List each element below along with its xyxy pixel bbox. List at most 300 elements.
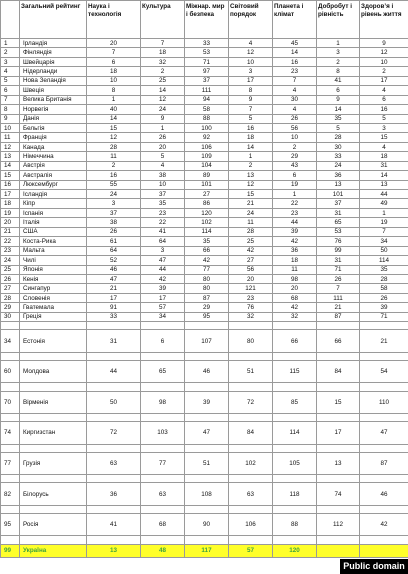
country-cell: Австрія [20,161,87,170]
rank-cell: 24 [1,256,20,265]
science-cell: 6 [87,57,141,66]
table-row [1,180,408,189]
science-cell: 91 [87,303,141,312]
spacer-cell [317,475,360,483]
rank-cell: 25 [1,265,20,274]
planet-cell: 26 [273,114,317,123]
science-cell: 72 [87,422,141,444]
world-order-cell: 14 [229,142,273,151]
planet-cell: 66 [273,330,317,352]
table-body [1,39,408,558]
rank-cell: 17 [1,190,20,199]
spacer-cell [1,475,20,483]
peace-cell: 88 [185,114,229,123]
prosperity-cell: 13 [317,452,360,474]
world-order-cell: 80 [229,330,273,352]
country-cell: Данія [20,114,87,123]
prosperity-cell: 21 [317,303,360,312]
health-cell: 14 [360,171,408,180]
header-planet: Планета і клімат [273,1,317,39]
rank-cell: 2 [1,48,20,57]
science-cell: 36 [87,483,141,505]
country-cell: Словенія [20,293,87,302]
planet-cell: 7 [273,76,317,85]
planet-cell: 118 [273,483,317,505]
planet-cell: 10 [273,133,317,142]
country-cell: Франція [20,133,87,142]
culture-cell: 47 [141,256,185,265]
health-cell: 5 [360,114,408,123]
world-order-cell: 42 [229,246,273,255]
country-cell: Австралія [20,171,87,180]
peace-cell: 87 [185,293,229,302]
world-order-cell: 2 [229,161,273,170]
country-cell: Україна [20,544,87,557]
health-cell: 44 [360,190,408,199]
culture-cell: 20 [141,142,185,151]
health-cell: 12 [360,48,408,57]
planet-cell: 29 [273,152,317,161]
country-cell: Росія [20,513,87,535]
world-order-cell: 3 [229,67,273,76]
table-row [1,48,408,57]
spacer-cell [87,475,141,483]
prosperity-cell: 17 [317,422,360,444]
planet-cell: 23 [273,67,317,76]
planet-cell: 105 [273,452,317,474]
world-order-cell: 10 [229,57,273,66]
planet-cell: 43 [273,161,317,170]
culture-cell: 98 [141,391,185,413]
spacer-cell [87,352,141,360]
rank-cell: 12 [1,142,20,151]
spacer-cell [317,505,360,513]
health-cell: 47 [360,422,408,444]
culture-cell: 24 [141,105,185,114]
table-row [1,422,408,444]
header-row [1,1,408,39]
planet-cell: 2 [273,142,317,151]
culture-cell: 3 [141,246,185,255]
peace-cell: 120 [185,208,229,217]
peace-cell: 89 [185,171,229,180]
world-order-cell: 27 [229,256,273,265]
table-row [1,312,408,321]
prosperity-cell: 1 [317,39,360,48]
country-cell: Молдова [20,361,87,383]
spacer-cell [229,413,273,421]
table-row [1,284,408,293]
rank-cell: 70 [1,391,20,413]
world-order-cell: 9 [229,95,273,104]
rank-cell: 8 [1,105,20,114]
science-cell: 7 [87,48,141,57]
rank-cell: 16 [1,180,20,189]
country-cell: Чилі [20,256,87,265]
peace-cell: 92 [185,133,229,142]
spacer-cell [1,322,20,330]
health-cell: 4 [360,142,408,151]
culture-cell: 48 [141,544,185,557]
country-cell: Греція [20,312,87,321]
rank-cell: 3 [1,57,20,66]
world-order-cell: 8 [229,86,273,95]
country-cell: Кенія [20,274,87,283]
peace-cell: 114 [185,227,229,236]
table-row [1,86,408,95]
world-order-cell: 106 [229,513,273,535]
culture-cell: 17 [141,293,185,302]
peace-cell: 42 [185,256,229,265]
spacer-cell [360,505,408,513]
science-cell: 18 [87,67,141,76]
science-cell: 8 [87,86,141,95]
spacer-cell [185,413,229,421]
prosperity-cell: 31 [317,208,360,217]
rank-cell: 13 [1,152,20,161]
spacer-cell [1,505,20,513]
header-rank [1,1,20,39]
spacer-row [1,505,408,513]
science-cell: 52 [87,256,141,265]
health-cell: 58 [360,284,408,293]
science-cell: 12 [87,133,141,142]
culture-cell: 26 [141,133,185,142]
country-cell: Швейцарія [20,57,87,66]
country-cell: Мальта [20,246,87,255]
country-cell: Естонія [20,330,87,352]
culture-cell: 65 [141,361,185,383]
spacer-cell [141,352,185,360]
rank-cell: 15 [1,171,20,180]
prosperity-cell: 36 [317,171,360,180]
world-order-cell: 102 [229,452,273,474]
peace-cell: 95 [185,312,229,321]
spacer-row [1,444,408,452]
rank-cell: 34 [1,330,20,352]
planet-cell: 1 [273,190,317,199]
peace-cell: 111 [185,86,229,95]
world-order-cell: 17 [229,76,273,85]
science-cell: 14 [87,114,141,123]
planet-cell: 42 [273,303,317,312]
peace-cell: 106 [185,142,229,151]
table-row [1,57,408,66]
world-order-cell: 4 [229,39,273,48]
health-cell: 15 [360,133,408,142]
rank-cell: 28 [1,293,20,302]
spacer-cell [1,413,20,421]
country-cell: Ірландія [20,39,87,48]
table-row [1,265,408,274]
culture-cell: 68 [141,513,185,535]
world-order-cell: 51 [229,361,273,383]
table-row-highlighted [1,544,408,557]
prosperity-cell: 53 [317,227,360,236]
science-cell: 37 [87,208,141,217]
spacer-cell [87,322,141,330]
spacer-cell [185,322,229,330]
spacer-cell [20,475,87,483]
science-cell: 16 [87,171,141,180]
header-world-order: Світовий порядок [229,1,273,39]
planet-cell: 45 [273,39,317,48]
table-row [1,452,408,474]
health-cell: 39 [360,303,408,312]
peace-cell: 94 [185,95,229,104]
country-cell: Кіпр [20,199,87,208]
table-row [1,330,408,352]
peace-cell: 107 [185,330,229,352]
rank-cell: 23 [1,246,20,255]
peace-cell: 108 [185,483,229,505]
prosperity-cell: 76 [317,237,360,246]
peace-cell: 90 [185,513,229,535]
country-cell: Грузія [20,452,87,474]
health-cell: 46 [360,483,408,505]
country-cell: Гватемала [20,303,87,312]
health-cell: 6 [360,95,408,104]
world-order-cell: 63 [229,483,273,505]
world-order-cell: 24 [229,208,273,217]
spacer-cell [360,322,408,330]
peace-cell: 109 [185,152,229,161]
spacer-cell [273,505,317,513]
culture-cell: 44 [141,265,185,274]
culture-cell: 23 [141,208,185,217]
planet-cell: 11 [273,265,317,274]
culture-cell: 38 [141,171,185,180]
culture-cell: 14 [141,86,185,95]
peace-cell: 51 [185,452,229,474]
spacer-cell [360,413,408,421]
health-cell: 19 [360,218,408,227]
science-cell: 20 [87,39,141,48]
prosperity-cell: 24 [317,161,360,170]
table-row [1,76,408,85]
science-cell: 46 [87,265,141,274]
health-cell: 87 [360,452,408,474]
peace-cell: 39 [185,391,229,413]
country-cell: Велика Британія [20,95,87,104]
science-cell: 44 [87,361,141,383]
science-cell: 41 [87,513,141,535]
planet-cell: 4 [273,105,317,114]
health-cell: 71 [360,312,408,321]
health-cell: 42 [360,513,408,535]
culture-cell: 64 [141,237,185,246]
culture-cell: 32 [141,57,185,66]
table-row [1,95,408,104]
country-cell: Нідерланди [20,67,87,76]
world-order-cell: 5 [229,114,273,123]
prosperity-cell: 30 [317,142,360,151]
spacer-cell [317,322,360,330]
table-row [1,246,408,255]
science-cell: 1 [87,95,141,104]
health-cell: 35 [360,265,408,274]
prosperity-cell: 15 [317,391,360,413]
culture-cell: 9 [141,114,185,123]
prosperity-cell: 3 [317,48,360,57]
planet-cell: 85 [273,391,317,413]
peace-cell: 104 [185,161,229,170]
prosperity-cell: 84 [317,361,360,383]
culture-cell: 4 [141,161,185,170]
prosperity-cell: 13 [317,180,360,189]
spacer-cell [87,536,141,544]
spacer-cell [229,475,273,483]
world-order-cell: 1 [229,152,273,161]
peace-cell: 80 [185,284,229,293]
world-order-cell: 28 [229,227,273,236]
science-cell: 64 [87,246,141,255]
rank-cell: 95 [1,513,20,535]
peace-cell: 37 [185,76,229,85]
country-cell: Швеція [20,86,87,95]
science-cell: 47 [87,274,141,283]
world-order-cell: 84 [229,422,273,444]
country-cell: Норвегія [20,105,87,114]
country-cell: США [20,227,87,236]
world-order-cell: 23 [229,293,273,302]
culture-cell: 12 [141,95,185,104]
science-cell: 10 [87,76,141,85]
spacer-cell [273,444,317,452]
prosperity-cell: 87 [317,312,360,321]
health-cell: 110 [360,391,408,413]
header-culture: Культура [141,1,185,39]
spacer-cell [317,383,360,391]
culture-cell: 7 [141,39,185,48]
planet-cell: 42 [273,237,317,246]
spacer-cell [87,505,141,513]
spacer-cell [20,322,87,330]
prosperity-cell: 6 [317,86,360,95]
peace-cell: 71 [185,57,229,66]
planet-cell: 4 [273,86,317,95]
spacer-cell [1,352,20,360]
rank-cell: 14 [1,161,20,170]
spacer-cell [1,444,20,452]
health-cell: 1 [360,208,408,217]
table-row [1,133,408,142]
spacer-cell [141,413,185,421]
credit-badge: Public domain [340,559,408,574]
spacer-cell [273,322,317,330]
table-row [1,483,408,505]
spacer-cell [273,413,317,421]
prosperity-cell: 112 [317,513,360,535]
table-row [1,218,408,227]
spacer-cell [273,383,317,391]
rank-cell: 22 [1,237,20,246]
spacer-cell [360,475,408,483]
country-cell: Вірменія [20,391,87,413]
header-peace: Міжнар. мир і безпека [185,1,229,39]
planet-cell: 14 [273,48,317,57]
health-cell: 28 [360,274,408,283]
spacer-cell [317,536,360,544]
planet-cell: 120 [273,544,317,557]
peace-cell: 33 [185,39,229,48]
country-cell: Коста-Рика [20,237,87,246]
world-order-cell: 32 [229,312,273,321]
culture-cell: 103 [141,422,185,444]
spacer-cell [360,352,408,360]
spacer-cell [317,444,360,452]
table-row [1,152,408,161]
culture-cell: 77 [141,452,185,474]
science-cell: 33 [87,312,141,321]
health-cell: 50 [360,246,408,255]
health-cell: 49 [360,199,408,208]
world-order-cell: 56 [229,265,273,274]
country-cell: Киргизстан [20,422,87,444]
peace-cell: 97 [185,67,229,76]
planet-cell: 39 [273,227,317,236]
health-cell: 16 [360,105,408,114]
prosperity-cell: 14 [317,105,360,114]
world-order-cell: 121 [229,284,273,293]
science-cell: 40 [87,105,141,114]
health-cell: 10 [360,57,408,66]
science-cell: 17 [87,293,141,302]
spacer-cell [360,536,408,544]
table-row [1,123,408,132]
planet-cell: 88 [273,513,317,535]
prosperity-cell: 2 [317,57,360,66]
peace-cell: 47 [185,422,229,444]
spacer-cell [273,536,317,544]
spacer-cell [229,322,273,330]
planet-cell: 32 [273,312,317,321]
planet-cell: 98 [273,274,317,283]
prosperity-cell: 111 [317,293,360,302]
country-cell: Ісландія [20,190,87,199]
country-cell: Люксембург [20,180,87,189]
table-row [1,208,408,217]
peace-cell: 27 [185,190,229,199]
spacer-cell [360,383,408,391]
spacer-cell [1,536,20,544]
prosperity-cell: 74 [317,483,360,505]
table-row [1,274,408,283]
rank-cell: 74 [1,422,20,444]
world-order-cell: 12 [229,180,273,189]
planet-cell: 68 [273,293,317,302]
table-row [1,142,408,151]
country-cell: Бельгія [20,123,87,132]
rank-cell: 27 [1,284,20,293]
prosperity-cell: 26 [317,274,360,283]
world-order-cell: 16 [229,123,273,132]
culture-cell: 39 [141,284,185,293]
rank-cell: 10 [1,123,20,132]
prosperity-cell: 101 [317,190,360,199]
science-cell: 2 [87,161,141,170]
rank-cell: 30 [1,312,20,321]
prosperity-cell: 35 [317,114,360,123]
prosperity-cell: 8 [317,67,360,76]
spacer-cell [229,352,273,360]
spacer-cell [229,444,273,452]
science-cell: 50 [87,391,141,413]
science-cell: 15 [87,123,141,132]
health-cell: 114 [360,256,408,265]
spacer-cell [317,413,360,421]
rank-cell: 77 [1,452,20,474]
